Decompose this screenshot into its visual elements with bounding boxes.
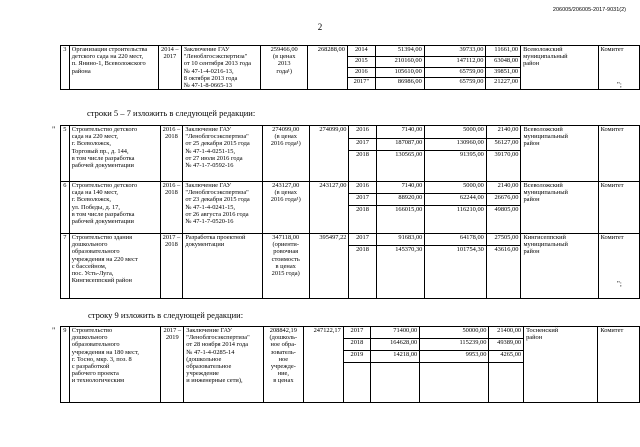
year-cell: 2016 <box>347 67 375 77</box>
amount-local: 63048,00 <box>486 57 521 67</box>
amount-regional: 91395,00 <box>425 151 486 182</box>
expertise-conclusion: Заключение ГАУ "Леноблгосэкспертиза" от 28 ноября 2014 года № 47-1-4-0285-14 (дошкольное образовательное учреждение и инженерные сети), <box>184 327 264 403</box>
year-cell: 2018 <box>343 339 370 351</box>
year-cell: 2016 <box>349 182 376 194</box>
amount-regional: 5000,00 <box>425 182 486 194</box>
period: 2014 – 2017 <box>158 46 181 90</box>
amount-local: 56127,00 <box>486 139 521 151</box>
row-number: 7 <box>61 234 70 299</box>
object-name: Строительство детского сада на 220 мест, г. Всеволожск, Торговый пр., д. 144, в том числе разработка рабочей документации <box>69 126 160 182</box>
expertise-conclusion: Разработка проектной документации <box>183 234 262 299</box>
amount-local: 2140,00 <box>486 182 521 194</box>
closing-quote: "; <box>617 81 622 89</box>
total-cost: 247122,17 <box>303 327 343 403</box>
object-name: Строительство дошкольного образовательного учреждения на 180 мест, г. Тосно, мкр. 3, поз. 8 с разработкой рабочего проекта и технологическим <box>69 327 161 403</box>
customer: Тосненский район <box>524 327 598 403</box>
year-cell: 2016 <box>349 126 376 139</box>
closing-quote: "; <box>617 280 622 288</box>
executor: Комитет <box>598 182 639 234</box>
amount-regional: 62244,00 <box>425 194 486 206</box>
year-cell: 2017 <box>349 194 376 206</box>
document-id: 206005/206005-2017-9031(2) <box>552 7 626 13</box>
expertise-conclusion: Заключение ГАУ "Леноблгосэкспертиза" от 23 декабря 2015 года № 47-1-4-0241-15, от 26 августа 2016 года № 47-1-7-0520-16 <box>183 182 262 234</box>
amount-local: 43616,00 <box>486 246 521 299</box>
amount-local: 11661,00 <box>486 46 521 57</box>
year-cell: 2018 <box>349 246 376 299</box>
amount-total: 91683,00 <box>376 234 425 246</box>
estimated-cost: 347118,00 (ориенти- ровочная стоимость в ценах 2015 года) <box>262 234 309 299</box>
empty-cell <box>420 363 489 403</box>
estimated-cost: 208842,19 (дошколь- ное обра- зователь- ное учрежде- ние, в ценах <box>263 327 303 403</box>
amount-total: 86986,00 <box>375 77 424 89</box>
amount-total: 88920,00 <box>376 194 425 206</box>
amount-regional: 147112,00 <box>424 57 486 67</box>
period: 2016 – 2018 <box>160 126 183 182</box>
customer: Всеволожский муниципальный район <box>521 46 598 90</box>
customer: Всеволожский муниципальный район <box>521 126 598 182</box>
row-number: 3 <box>61 46 70 90</box>
estimated-cost: 274099,00 (в ценах 2016 года¹) <box>262 126 309 182</box>
executor: Комитет <box>598 46 640 90</box>
year-cell: 2018 <box>349 151 376 182</box>
amount-local: 26676,00 <box>486 194 521 206</box>
amount-local: 21227,00 <box>486 77 521 89</box>
amount-local: 21400,00 <box>489 327 524 339</box>
table-row-3 <box>60 45 640 90</box>
table-row-9 <box>60 326 640 403</box>
year-cell: 2017 <box>343 327 370 339</box>
object-name: Организация строительства детского сада на 220 мест, п. Янино-1, Всеволожского района <box>69 46 158 90</box>
amount-total: 187087,00 <box>376 139 425 151</box>
amount-regional: 116210,00 <box>425 206 486 234</box>
row-number: 6 <box>61 182 70 234</box>
year-cell: 2017 <box>349 139 376 151</box>
period: 2016 – 2018 <box>160 182 183 234</box>
amount-local: 39851,00 <box>486 67 521 77</box>
amount-total: 105610,00 <box>375 67 424 77</box>
amount-total: 7140,00 <box>376 126 425 139</box>
amount-total: 14218,00 <box>371 351 420 363</box>
executor: Комитет <box>598 234 639 299</box>
expertise-conclusion: Заключение ГАУ "Леноблгосэкспертиза" от 10 сентября 2013 года № 47-1-4-0216-13, 8 октября 2013 года № 47-1-8-0665-13 <box>181 46 260 90</box>
amount-regional: 65759,00 <box>424 77 486 89</box>
empty-cell <box>371 363 420 403</box>
year-cell: 2014 <box>347 46 375 57</box>
period: 2017 – 2019 <box>161 327 184 403</box>
opening-quote: " <box>52 125 56 134</box>
amount-total: 7140,00 <box>376 182 425 194</box>
executor: Комитет <box>598 327 640 403</box>
amount-regional: 65759,00 <box>424 67 486 77</box>
executor: Комитет <box>598 126 639 182</box>
row-number: 9 <box>61 327 70 403</box>
amount-regional: 130960,00 <box>425 139 486 151</box>
amount-local: 39170,00 <box>486 151 521 182</box>
amount-local: 2140,00 <box>486 126 521 139</box>
amount-total: 130565,00 <box>376 151 425 182</box>
amount-total: 210160,00 <box>375 57 424 67</box>
customer: Кингисеппский муниципальный район <box>521 234 598 299</box>
amount-regional: 115239,00 <box>420 339 489 351</box>
amount-regional: 50000,00 <box>420 327 489 339</box>
year-cell: 2015 <box>347 57 375 67</box>
amount-total: 164628,00 <box>371 339 420 351</box>
empty-cell <box>343 363 370 403</box>
estimated-cost: 243127,00 (в ценах 2016 года¹) <box>262 182 309 234</box>
amount-regional: 64178,00 <box>425 234 486 246</box>
page-number: 2 <box>317 22 323 32</box>
amount-total: 166015,00 <box>376 206 425 234</box>
customer: Всеволожский муниципальный район <box>521 182 598 234</box>
amount-local: 27505,00 <box>486 234 521 246</box>
row-number: 5 <box>61 126 70 182</box>
object-name: Строительство детского сада на 140 мест, г. Всеволожск, ул. Победы, д. 17, в том числе разработка рабочей документации <box>69 182 160 234</box>
year-cell: 2019 <box>343 351 370 363</box>
estimated-cost: 259466,00 (в ценах 2013 года¹) <box>261 46 308 90</box>
total-cost: 268288,00 <box>308 46 348 90</box>
amount-regional: 39733,00 <box>424 46 486 57</box>
amount-local: 4265,00 <box>489 351 524 363</box>
opening-quote: " <box>52 326 56 335</box>
amount-regional: 9953,00 <box>420 351 489 363</box>
period: 2017 – 2018 <box>160 234 183 299</box>
empty-cell <box>489 363 524 403</box>
year-cell: 2017" <box>347 77 375 89</box>
table-rows-5-7 <box>60 125 640 299</box>
year-cell: 2017 <box>349 234 376 246</box>
instruction-rows-5-7: строки 5 – 7 изложить в следующей редакции: <box>87 108 256 118</box>
total-cost: 395497,22 <box>309 234 349 299</box>
amount-total: 51394,00 <box>375 46 424 57</box>
year-cell: 2018 <box>349 206 376 234</box>
amount-total: 145370,30 <box>376 246 425 299</box>
amount-regional: 5000,00 <box>425 126 486 139</box>
amount-regional: 101754,30 <box>425 246 486 299</box>
object-name: Строительство здания дошкольного образовательного учреждения на 220 мест с бассейном, пос. Усть-Луга, Кингисеппский район <box>69 234 160 299</box>
total-cost: 274099,00 <box>309 126 349 182</box>
amount-local: 49805,00 <box>486 206 521 234</box>
expertise-conclusion: Заключение ГАУ "Леноблгосэкспертиза" от 25 декабря 2015 года № 47-1-4-0251-15, от 27 июля 2016 года № 47-1-7-0592-16 <box>183 126 262 182</box>
instruction-row-9: строку 9 изложить в следующей редакции: <box>88 310 244 320</box>
amount-local: 49389,00 <box>489 339 524 351</box>
total-cost: 243127,00 <box>309 182 349 234</box>
amount-total: 71400,00 <box>371 327 420 339</box>
